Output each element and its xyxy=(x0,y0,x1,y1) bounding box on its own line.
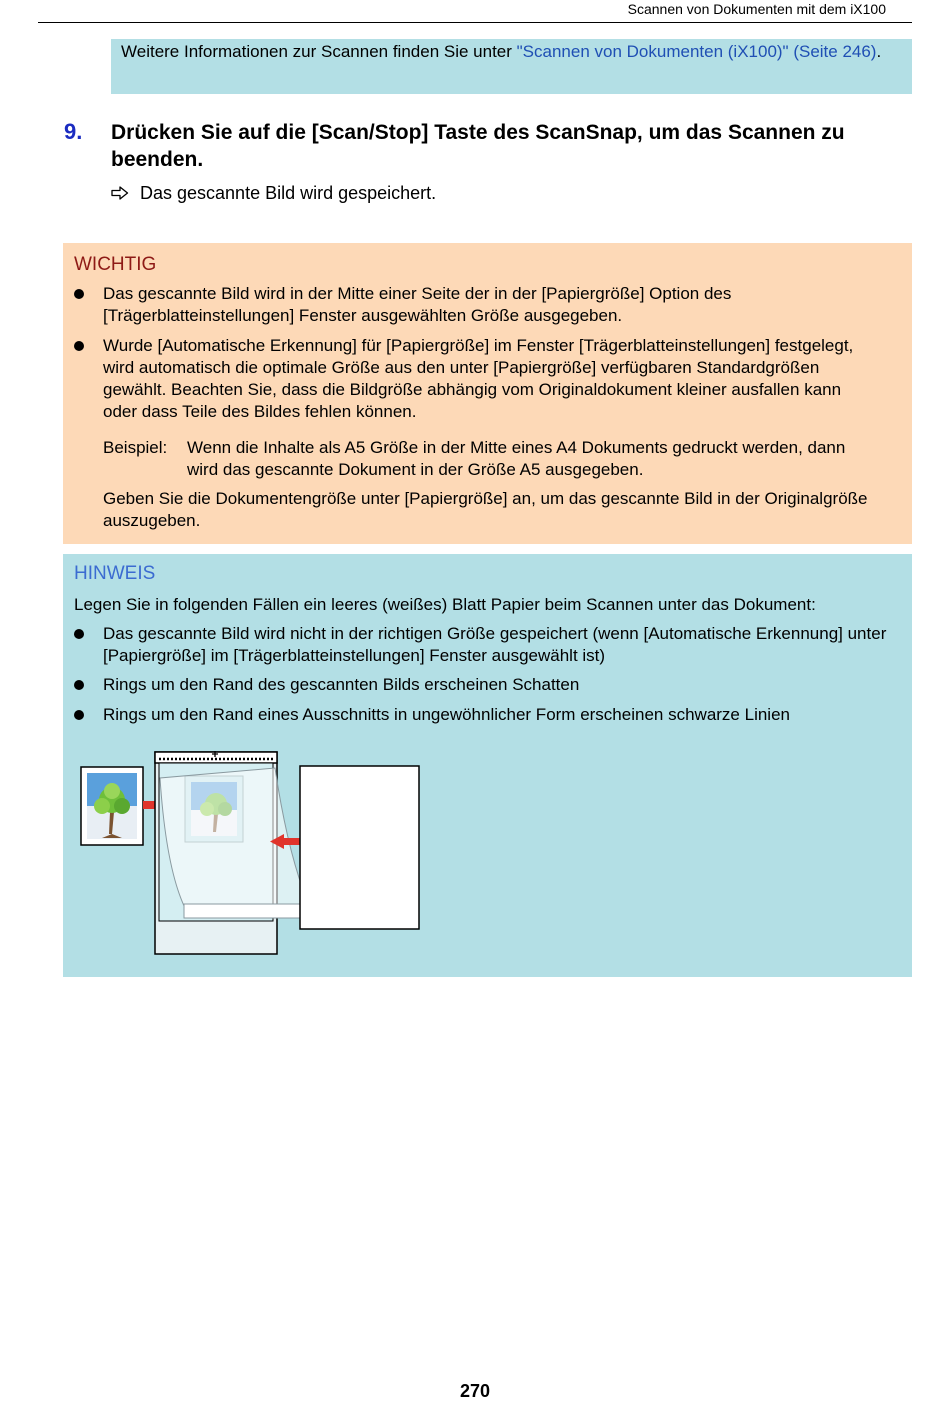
note-bullet-text: Rings um den Rand des gescannten Bilds erscheinen Schatten xyxy=(103,675,580,694)
bullet-icon xyxy=(74,680,84,690)
bullet-icon xyxy=(74,629,84,639)
carrier-sheet-illustration xyxy=(80,748,425,958)
note-bullet xyxy=(74,623,894,667)
important-bullet-text: Das gescannte Bild wird in der Mitte einer Seite der in der [Papiergröße] Option des [Trägerblatteinstellungen] Fenster ausgewählten Größe ausgegeben. xyxy=(103,284,732,325)
header-title: Scannen von Dokumenten mit dem iX100 xyxy=(627,1,886,17)
important-bullet-text: Wurde [Automatische Erkennung] für [Papiergröße] im Fenster [Trägerblatteinstellungen] festgelegt, wird automatisch die optimale Größe aus den unter [Papiergröße] verfügbaren Standardgrößen gewählt. Beachten Sie, dass die Bildgröße abhängig vom Originaldokument kleiner ausfallen kann oder dass Teile des Bildes fehlen können. xyxy=(103,336,854,421)
info-link[interactable]: "Scannen von Dokumenten (iX100)" (Seite 246) xyxy=(516,42,877,61)
note-bullet-text: Das gescannte Bild wird nicht in der richtigen Größe gespeichert (wenn [Automatische Erkennung] unter [Papiergröße] im [Trägerblatteinstellungen] Fenster ausgewählt ist) xyxy=(103,624,887,665)
note-bullet xyxy=(74,674,894,696)
carrier-sheet-icon xyxy=(155,751,315,954)
note-bullet-text: Rings um den Rand eines Ausschnitts in ungewöhnlicher Form erscheinen schwarze Linien xyxy=(103,705,790,724)
result-arrow-icon xyxy=(111,186,129,200)
info-text: Weitere Informationen zur Scannen finden Sie unter xyxy=(121,42,517,61)
important-title: WICHTIG xyxy=(74,254,157,275)
note-intro: Legen Sie in folgenden Fällen ein leeres (weißes) Blatt Papier beim Scannen unter das Dokument: xyxy=(74,595,816,614)
page-number: 270 xyxy=(459,1381,491,1401)
step-result-text: Das gescannte Bild wird gespeichert. xyxy=(140,183,437,203)
important-bullet xyxy=(74,335,864,423)
bullet-icon xyxy=(74,710,84,720)
header-rule xyxy=(38,22,912,23)
step-text: Drücken Sie auf die [Scan/Stop] Taste des ScanSnap, um das Scannen zu beenden. xyxy=(111,121,845,171)
important-bullet xyxy=(74,283,834,327)
important-box xyxy=(63,243,912,544)
bullet-icon xyxy=(74,289,84,299)
info-box xyxy=(111,39,912,94)
example-label: Beispiel: xyxy=(103,438,168,457)
example-text: Wenn die Inhalte als A5 Größe in der Mitte eines A4 Dokuments gedruckt werden, dann wird das gescannte Dokument in der Größe A5 ausgegeben. xyxy=(187,438,846,479)
step-number: 9. xyxy=(64,119,83,144)
bullet-icon xyxy=(74,341,84,351)
important-closing: Geben Sie die Dokumentengröße unter [Papiergröße] an, um das gescannte Bild in der Originalgröße auszugeben. xyxy=(103,489,868,530)
note-bullet xyxy=(74,704,894,726)
step-result xyxy=(111,181,436,205)
photo-document-icon xyxy=(81,767,143,845)
info-text-end: . xyxy=(876,42,882,61)
blank-paper-icon xyxy=(300,766,419,929)
note-title: HINWEIS xyxy=(74,563,156,584)
